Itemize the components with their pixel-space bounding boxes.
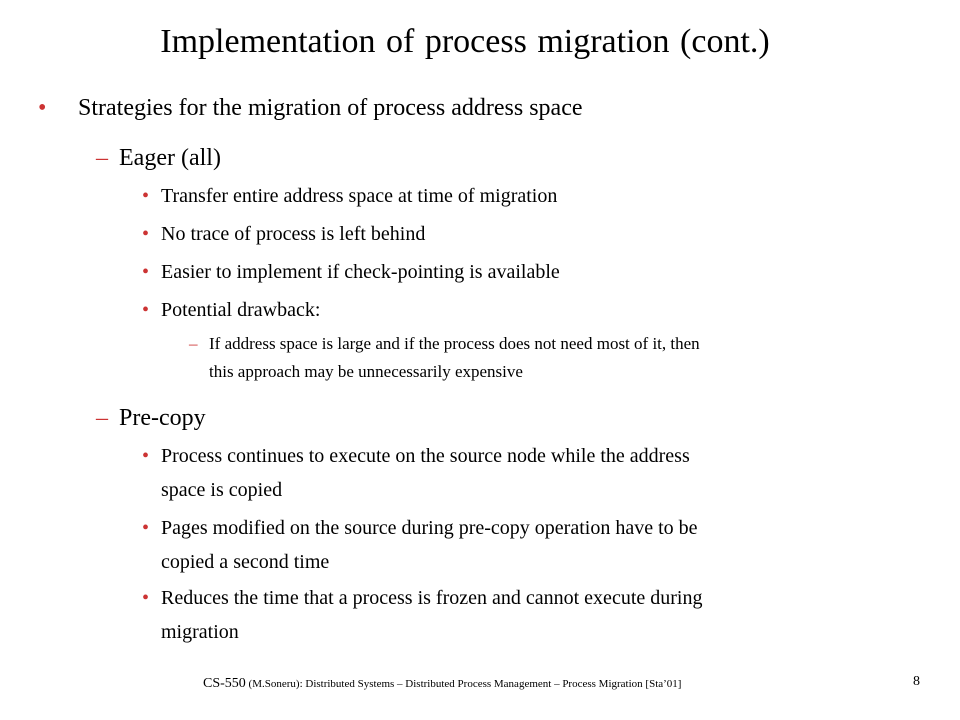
dash-marker: – (96, 405, 108, 431)
precopy-label: Pre-copy (119, 405, 206, 431)
bullet-marker: • (142, 299, 150, 321)
drawback-line: this approach may be unnecessarily expensive (209, 362, 523, 381)
footer-course: CS-550 (203, 676, 246, 691)
eager-label: Eager (all) (119, 145, 221, 171)
precopy-item: copied a second time (161, 551, 330, 573)
eager-item: Potential drawback: (161, 299, 321, 321)
footer-text: (M.Soneru): Distributed Systems – Distributed Process Management – Process Migration [Sta’01] (245, 678, 682, 690)
dash-marker: – (189, 334, 198, 353)
precopy-item: space is copied (161, 479, 283, 501)
slide-footer (203, 676, 681, 692)
eager-item: Easier to implement if check-pointing is available (161, 261, 560, 283)
bullet-marker: • (142, 223, 150, 245)
level1-text: Strategies for the migration of process address space (78, 95, 583, 121)
page-number: 8 (913, 674, 920, 689)
precopy-item: Process continues to execute on the source node while the address (161, 445, 690, 467)
slide-title: Implementation of process migration (cont.) (160, 23, 770, 60)
bullet-marker: • (142, 185, 150, 207)
bullet-marker: • (142, 261, 150, 283)
precopy-item: Pages modified on the source during pre-copy operation have to be (161, 517, 698, 539)
bullet-marker: • (38, 95, 47, 121)
precopy-item: Reduces the time that a process is frozen and cannot execute during (161, 587, 703, 609)
bullet-marker: • (142, 445, 150, 467)
eager-item: No trace of process is left behind (161, 223, 426, 245)
precopy-item: migration (161, 621, 239, 643)
bullet-marker: • (142, 517, 150, 539)
eager-item: Transfer entire address space at time of migration (161, 185, 558, 207)
bullet-marker: • (142, 587, 150, 609)
drawback-line: If address space is large and if the process does not need most of it, then (209, 334, 700, 353)
dash-marker: – (96, 145, 108, 171)
